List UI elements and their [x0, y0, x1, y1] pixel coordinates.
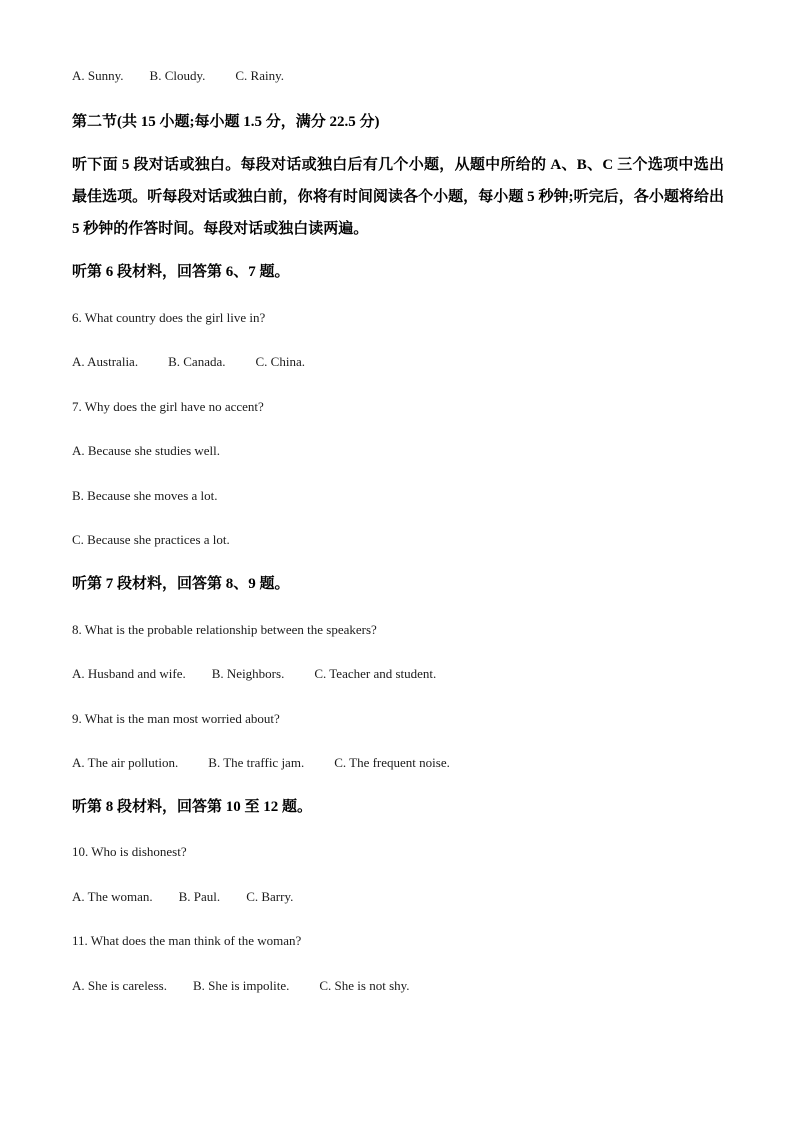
answer-options [72, 978, 410, 994]
option-b: B. The traffic jam. [208, 755, 305, 770]
question-text: 10. Who is dishonest? [72, 844, 187, 859]
option-b: B. Paul. [178, 889, 221, 904]
answer-options [72, 666, 436, 682]
option-b: B. Because she moves a lot. [72, 488, 218, 503]
option-b: B. Neighbors. [211, 666, 285, 681]
group-heading: 听第 8 段材料，回答第 10 至 12 题。 [72, 799, 313, 815]
question-text: 7. Why does the girl have no accent? [72, 399, 264, 414]
answer-options [72, 755, 450, 771]
option-a: A. Sunny. [72, 68, 124, 83]
option-c: C. China. [255, 354, 305, 369]
option-b: B. She is impolite. [192, 978, 290, 993]
option-a: A. Because she studies well. [72, 443, 221, 458]
option-a: A. Husband and wife. [72, 666, 186, 681]
option-c: C. The frequent noise. [334, 755, 450, 770]
group-heading: 听第 7 段材料，回答第 8、9 题。 [72, 576, 290, 592]
answer-options [72, 68, 284, 84]
answer-options [72, 354, 305, 370]
option-a: A. Australia. [72, 354, 139, 369]
question-text: 11. What does the man think of the woman? [72, 933, 302, 948]
option-b: B. Canada. [168, 354, 226, 369]
question-text: 6. What country does the girl live in? [72, 310, 266, 325]
option-a: A. The air pollution. [72, 755, 179, 770]
instructions-paragraph: 听下面 5 段对话或独白。每段对话或独白后有几个小题，从题中所给的 A、B、C 三个选项中选出最佳选项。听每段对话或独白前，你将有时间阅读各个小题，每小题 5 秒钟;听完后，各小题将给出 5 秒钟的作答时间。每段对话或独白读两遍。 [72, 157, 724, 237]
option-c: C. Teacher and student. [314, 666, 437, 681]
option-a: A. She is careless. [72, 978, 167, 993]
question-text: 8. What is the probable relationship between the speakers? [72, 622, 377, 637]
option-c: C. She is not shy. [319, 978, 410, 993]
option-c: C. Barry. [246, 889, 294, 904]
option-c: C. Because she practices a lot. [72, 532, 230, 547]
answer-options [72, 889, 293, 905]
question-text: 9. What is the man most worried about? [72, 711, 280, 726]
group-heading: 听第 6 段材料，回答第 6、7 题。 [72, 264, 290, 280]
option-a: A. The woman. [72, 889, 153, 904]
option-c: C. Rainy. [235, 68, 285, 83]
option-b: B. Cloudy. [149, 68, 206, 83]
section-heading: 第二节(共 15 小题;每小题 1.5 分，满分 22.5 分) [72, 114, 380, 130]
